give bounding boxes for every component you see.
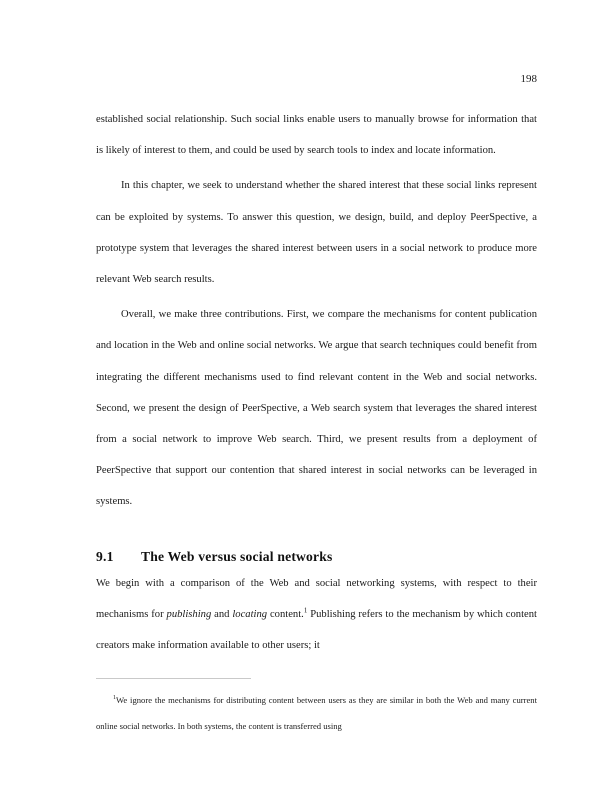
section-intro-after-terms: content.	[267, 608, 304, 620]
footnote-separator-rule	[96, 678, 251, 679]
conjunction-and: and	[211, 608, 233, 620]
footnote-text	[96, 688, 537, 739]
section-intro-tail: Publishing refers to the mechanism by which content creators make information available to other users; it	[96, 608, 537, 652]
footnote-body: We ignore the mechanisms for distributing content between users as they are similar in both the Web and many current online social networks. In both systems, the content is transferred using	[96, 695, 537, 731]
italic-term-publishing: publishing	[166, 608, 212, 620]
footnote-area	[96, 678, 537, 739]
section-heading	[96, 518, 537, 568]
paragraph-chapter-overview: In this chapter, we seek to understand whether the shared interest that these social links represent can be exploited by systems. To answer this question, we design, build, and deploy PeerSpective, a prototype system that leverages the shared interest between users in a social network to produce more relevant Web search results.	[96, 180, 537, 286]
paragraph-contributions: Overall, we make three contributions. First, we compare the mechanisms for content publication and location in the Web and online social networks. We argue that search techniques could benefit from integrating the different mechanisms used to find relevant content in the Web and social networks. Second, we present the design of PeerSpective, a Web search system that leverages the shared interest from a social network to improve Web search. Third, we present results from a deployment of PeerSpective that support our contention that shared interest in social networks can be leveraged in systems.	[96, 309, 537, 508]
page-body-content	[96, 104, 537, 661]
paragraph-continued: established social relationship. Such social links enable users to manually browse for information that is likely of interest to them, and could be used by search tools to index and locate information.	[96, 114, 537, 157]
section-intro-lead: We begin with a comparison of the Web and social networking systems, with respect to their mechanisms for	[96, 577, 537, 620]
section-title: The Web versus social networks	[141, 548, 333, 564]
section-number: 9.1	[96, 548, 114, 564]
page-number: 198	[520, 73, 537, 85]
italic-term-locating: locating	[232, 608, 268, 620]
paragraph-section-intro	[96, 568, 537, 662]
footnote-reference-marker[interactable]: 1	[303, 606, 308, 615]
footnote-number: 1	[113, 695, 116, 702]
